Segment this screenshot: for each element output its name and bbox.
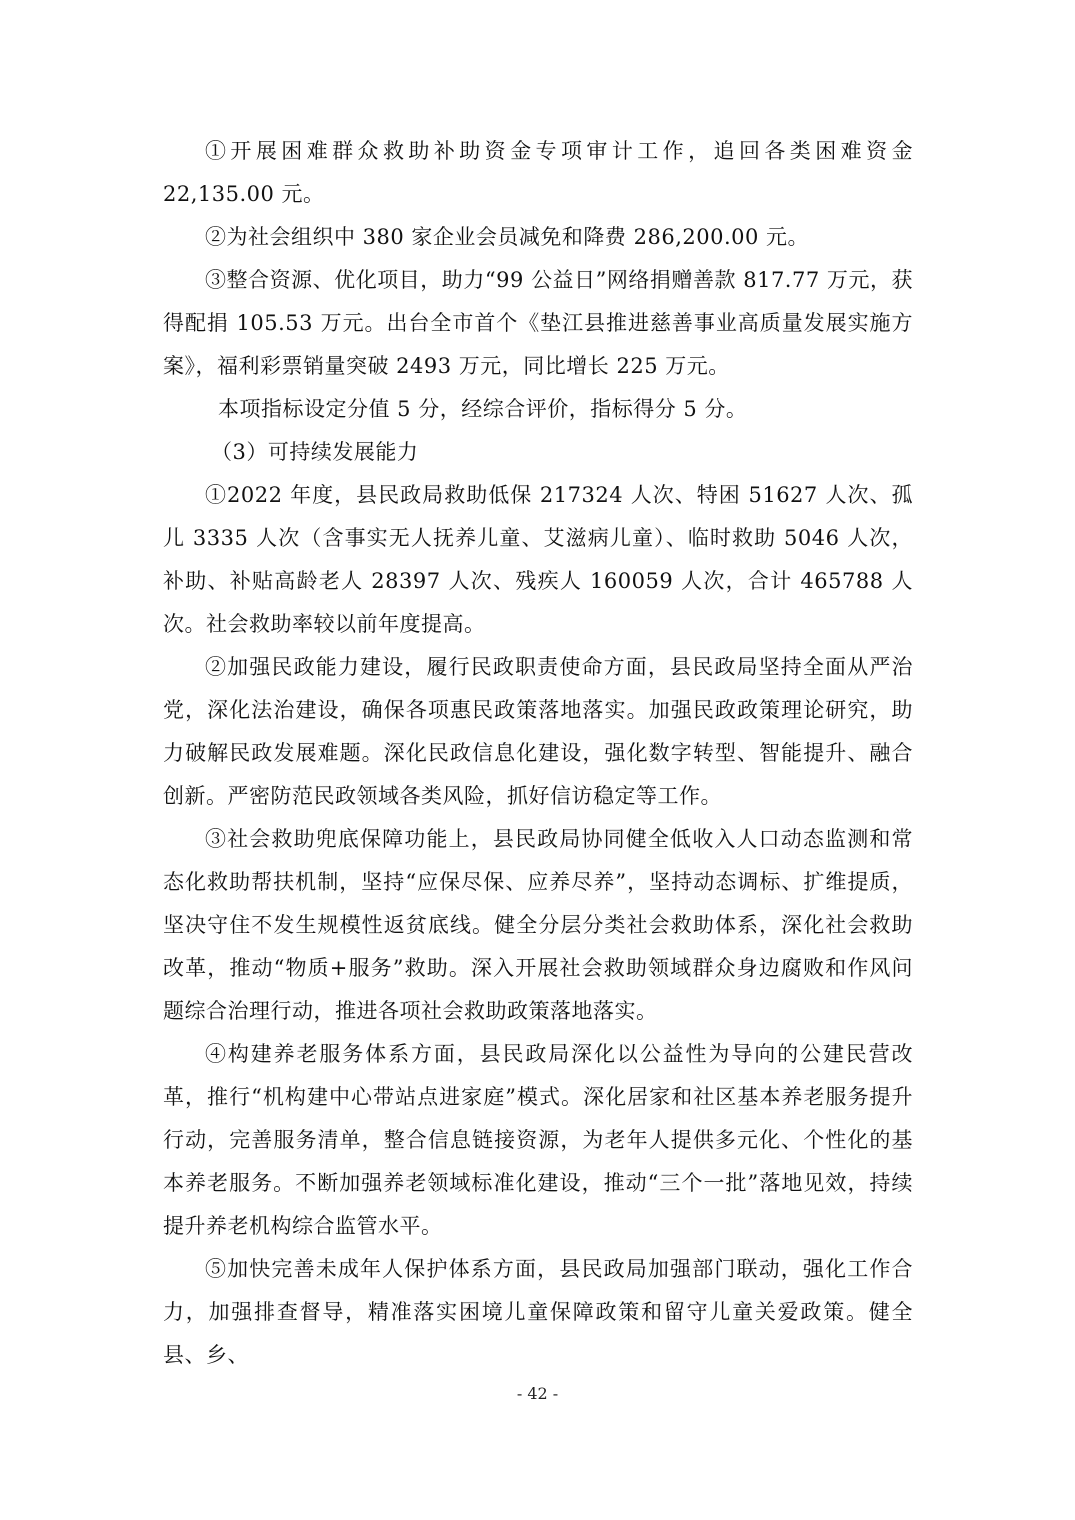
- paragraph-charity-donation: ③整合资源、优化项目，助力“99 公益日”网络捐赠善款 817.77 万元，获得配捐 105.53 万元。出台全市首个《垫江县推进慈善事业高质量发展实施方案》，福利彩票销量突破 2493 万元，同比增长 225 万元。: [163, 268, 913, 378]
- section-heading-sustainability: （3）可持续发展能力: [211, 440, 419, 464]
- paragraph-social-assistance: ③社会救助兜底保障功能上，县民政局协同健全低收入人口动态监测和常态化救助帮扶机制，坚持“应保尽保、应养尽养”，坚持动态调标、扩维提质，坚决守住不发生规模性返贫底线。健全分层分类社会救助体系，深化社会救助改革，推动“物质+服务”救助。深入开展社会救助领域群众身边腐败和作风问题综合治理行动，推进各项社会救助政策落地落实。: [163, 827, 913, 1023]
- page-number: - 42 -: [516, 1384, 559, 1403]
- paragraph-elderly-care: ④构建养老服务体系方面，县民政局深化以公益性为导向的公建民营改革，推行“机构建中心带站点进家庭”模式。深化居家和社区基本养老服务提升行动，完善服务清单，整合信息链接资源，为老年人提供多元化、个性化的基本养老服务。不断加强养老领域标准化建设，推动“三个一批”落地见效，持续提升养老机构综合监管水平。: [163, 1042, 913, 1238]
- paragraph-indicator-score: 本项指标设定分值 5 分，经综合评价，指标得分 5 分。: [218, 397, 748, 421]
- paragraph-audit-recovery: ①开展困难群众救助补助资金专项审计工作，追回各类困难资金 22,135.00 元。: [163, 139, 913, 206]
- paragraph-assistance-stats: ①2022 年度，县民政局救助低保 217324 人次、特困 51627 人次、孤儿 3335 人次（含事实无人抚养儿童、艾滋病儿童）、临时救助 5046 人次，补助、补贴高龄老人 28397 人次、残疾人 160059 人次，合计 465788 人次。社会救助率较以前年度提高。: [163, 483, 913, 636]
- paragraph-capacity-building: ②加强民政能力建设，履行民政职责使命方面，县民政局坚持全面从严治党，深化法治建设，确保各项惠民政策落地落实。加强民政政策理论研究，助力破解民政发展难题。深化民政信息化建设，强化数字转型、智能提升、融合创新。严密防范民政领域各类风险，抓好信访稳定等工作。: [163, 655, 913, 808]
- paragraph-minor-protection: ⑤加快完善未成年人保护体系方面，县民政局加强部门联动，强化工作合力，加强排查督导，精准落实困境儿童保障政策和留守儿童关爱政策。健全县、乡、: [163, 1257, 913, 1367]
- body-text: [163, 130, 913, 1377]
- paragraph-fee-reduction: ②为社会组织中 380 家企业会员减免和降费 286,200.00 元。: [205, 225, 810, 249]
